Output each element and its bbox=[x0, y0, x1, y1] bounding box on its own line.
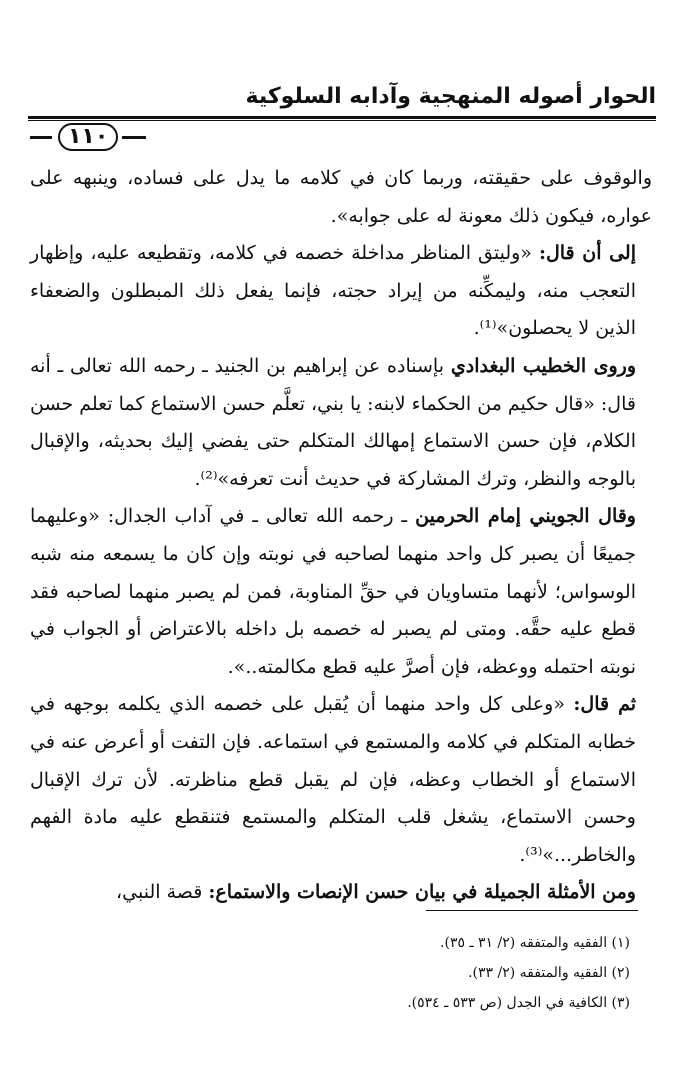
footnote-1: (١) الفقيه والمتفقه (٢/ ٣١ ـ ٣٥). bbox=[440, 935, 630, 951]
body-text bbox=[30, 160, 652, 912]
paragraph-3-lead: وروى الخطيب البغدادي bbox=[450, 354, 636, 377]
header-rule bbox=[28, 116, 656, 119]
paragraph-4-lead: وقال الجويني إمام الحرمين bbox=[415, 505, 636, 528]
paragraph-3-text: بإسناده عن إبراهيم بن الجنيد ـ رحمه الله تعالى ـ أنه قال: «قال حكيم من الحكماء لابنه: يا بني، تعلَّم حسن الاستماع كما تعلم حسن الكلام، فإن حسن الاستماع إمهالك المتكلم حتى يفضي إليك بحديثه، والإقبال بالوجه والنظر، وترك المشاركة في حديث أنت تعرفه»⁽²⁾. bbox=[30, 354, 636, 490]
page-header bbox=[28, 78, 656, 150]
running-title: الحوار أصوله المنهجية وآدابه السلوكية bbox=[245, 84, 656, 109]
paragraph-2-lead: إلى أن قال: bbox=[538, 242, 636, 265]
footnote-3: (٣) الكافية في الجدل (ص ٥٣٣ ـ ٥٣٤). bbox=[407, 995, 630, 1011]
page-number-ornament bbox=[30, 122, 146, 152]
footnote-divider bbox=[426, 910, 638, 911]
ornament-bar-right bbox=[122, 136, 146, 139]
paragraph-6 bbox=[30, 874, 652, 912]
header-rule-thin bbox=[28, 120, 656, 121]
paragraph-1: والوقوف على حقيقته، وربما كان في كلامه ما يدل على فساده، وينبهه على عواره، فيكون ذلك معونة له على جوابه». bbox=[30, 167, 652, 227]
ornament-bar-left bbox=[30, 136, 52, 139]
footnote-2: (٢) الفقيه والمتفقه (٢/ ٣٣). bbox=[468, 965, 630, 981]
page-number: ١١٠ bbox=[58, 123, 118, 151]
paragraph-3 bbox=[30, 348, 652, 498]
paragraph-4 bbox=[30, 498, 652, 686]
footnotes bbox=[70, 928, 630, 1018]
paragraph-5-lead: ثم قال: bbox=[573, 693, 636, 716]
paragraph-5-text: «وعلى كل واحد منهما أن يُقبل على خصمه الذي يكلمه بوجهه في خطابه المتكلم في كلامه والمستمع في استماعه. فإن التفت أو أعرض عنه في الاستماع أو الخطاب وعظه، فإن لم يقبل قطع مناظرته. لأن ترك الإقبال وحسن الاستماع، يشغل قلب المتكلم والمستمع فتنقطع عليه مادة الفهم والخاطر...»⁽³⁾. bbox=[30, 693, 636, 866]
paragraph-4-text: ـ رحمه الله تعالى ـ في آداب الجدال: «وعليهما جميعًا أن يصبر كل واحد منهما لصاحبه في نوبته وإن كان ما يسمعه منه شبه الوسواس؛ لأنهما متساويان في حقِّ المناوبة، فمن لم يصبر منهما لصاحبه فقد قطع عليه حقَّه. ومتى لم يصبر له خصمه بل داخله بالاعتراض أو الجواب في نوبته احتمله ووعظه، فإن أصرَّ عليه قطع مكالمته..». bbox=[30, 505, 637, 678]
paragraph-6-lead: ومن الأمثلة الجميلة في بيان حسن الإنصات والاستماع: bbox=[208, 881, 636, 904]
paragraph-2-text: «وليتق المناظر مداخلة خصمه في كلامه، وتقطيعه عليه، وإظهار التعجب منه، وليمكِّنه من إيراد حجته، فإنما يفعل ذلك المبطلون والضعفاء الذين لا يحصلون»⁽¹⁾. bbox=[30, 242, 636, 340]
paragraph-2 bbox=[30, 235, 652, 348]
paragraph-5 bbox=[30, 686, 652, 874]
paragraph-6-text: قصة النبي، bbox=[116, 881, 209, 904]
